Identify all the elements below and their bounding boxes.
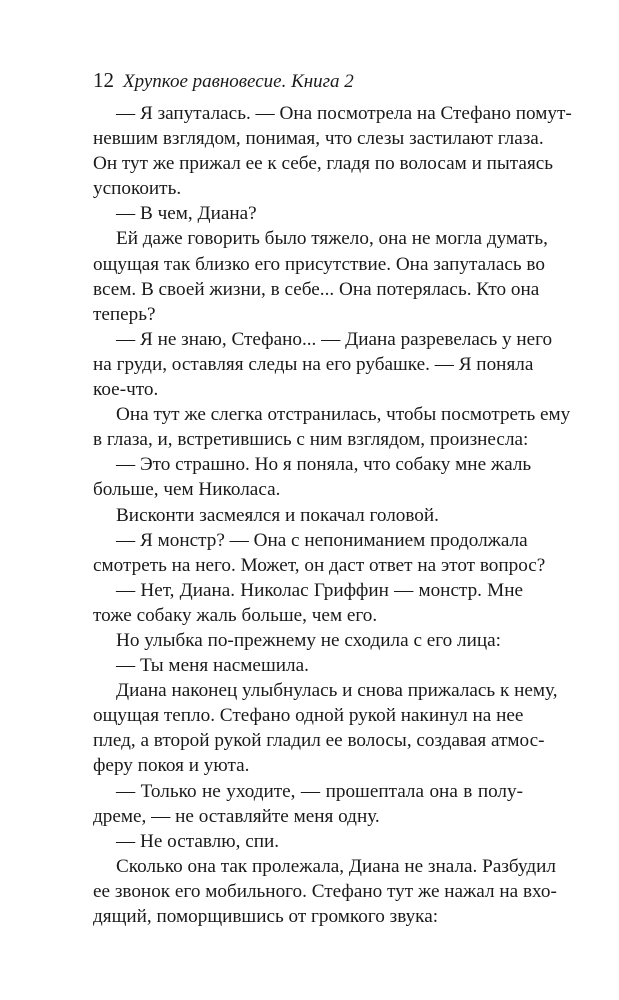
text-line: Она тут же слегка отстранилась, чтобы посмотреть ему xyxy=(116,404,571,426)
text-line: — Ты меня насмешила. xyxy=(116,655,309,677)
text-line: Но улыбка по-прежнему не сходила с его лица: xyxy=(116,629,502,651)
text-line: — Это страшно. Но я поняла, что собаку мне жаль xyxy=(116,454,532,476)
text-line: Он тут же прижал ее к себе, гладя по волосам и пытаясь xyxy=(93,153,554,175)
text-line: — В чем, Диана? xyxy=(116,203,257,225)
book-title: Хрупкое равновесие. Книга 2 xyxy=(123,71,354,92)
text-line: ощущая тепло. Стефано одной рукой накинул на нее xyxy=(93,705,524,727)
text-line: невшим взглядом, понимая, что слезы застилают глаза. xyxy=(93,128,544,150)
text-line: Диана наконец улыбнулась и снова прижалась к нему, xyxy=(116,680,558,702)
page-number: 12 xyxy=(93,68,114,92)
text-line: дреме, — не оставляйте меня одну. xyxy=(93,805,380,827)
text-line: — Я не знаю, Стефано... — Диана разревелась у него xyxy=(116,328,553,350)
text-line: успокоить. xyxy=(93,178,182,200)
text-line: на груди, оставляя следы на его рубашке. — Я поняла xyxy=(93,353,534,375)
text-line: дящий, поморщившись от громкого звука: xyxy=(93,906,439,927)
text-line: смотреть на него. Может, он даст ответ на этот вопрос? xyxy=(93,554,546,576)
text-line: в глаза, и, встретившись с ним взглядом, произнесла: xyxy=(93,429,529,451)
text-line: ее звонок его мобильного. Стефано тут же нажал на вхо- xyxy=(93,880,557,902)
running-head xyxy=(93,66,354,96)
text-line: теперь? xyxy=(93,303,156,325)
text-line: — Не оставлю, спи. xyxy=(116,830,280,852)
text-line: тоже собаку жаль больше, чем его. xyxy=(93,604,378,626)
text-line: — Нет, Диана. Николас Гриффин — монстр. Мне xyxy=(116,579,523,601)
text-line: кое-что. xyxy=(93,379,159,401)
text-line: больше, чем Николаса. xyxy=(93,479,281,501)
text-line: Ей даже говорить было тяжело, она не могла думать, xyxy=(116,228,548,250)
text-line: всем. В своей жизни, в себе... Она потерялась. Кто она xyxy=(93,278,540,300)
text-line: Сколько она так пролежала, Диана не знала. Разбудил xyxy=(116,855,556,877)
body-text xyxy=(93,101,572,929)
text-line: феру покоя и уюта. xyxy=(93,755,250,777)
text-line: ощущая так близко его присутствие. Она запуталась во xyxy=(93,253,545,275)
text-line: — Я запуталась. — Она посмотрела на Стефано помут- xyxy=(116,103,572,124)
text-line: плед, а второй рукой гладил ее волосы, создавая атмос- xyxy=(93,730,545,752)
text-line: — Только не уходите, — прошептала она в полу- xyxy=(116,780,523,802)
text-line: — Я монстр? — Она с непониманием продолжала xyxy=(116,529,528,551)
text-line: Висконти засмеялся и покачал головой. xyxy=(116,504,439,526)
